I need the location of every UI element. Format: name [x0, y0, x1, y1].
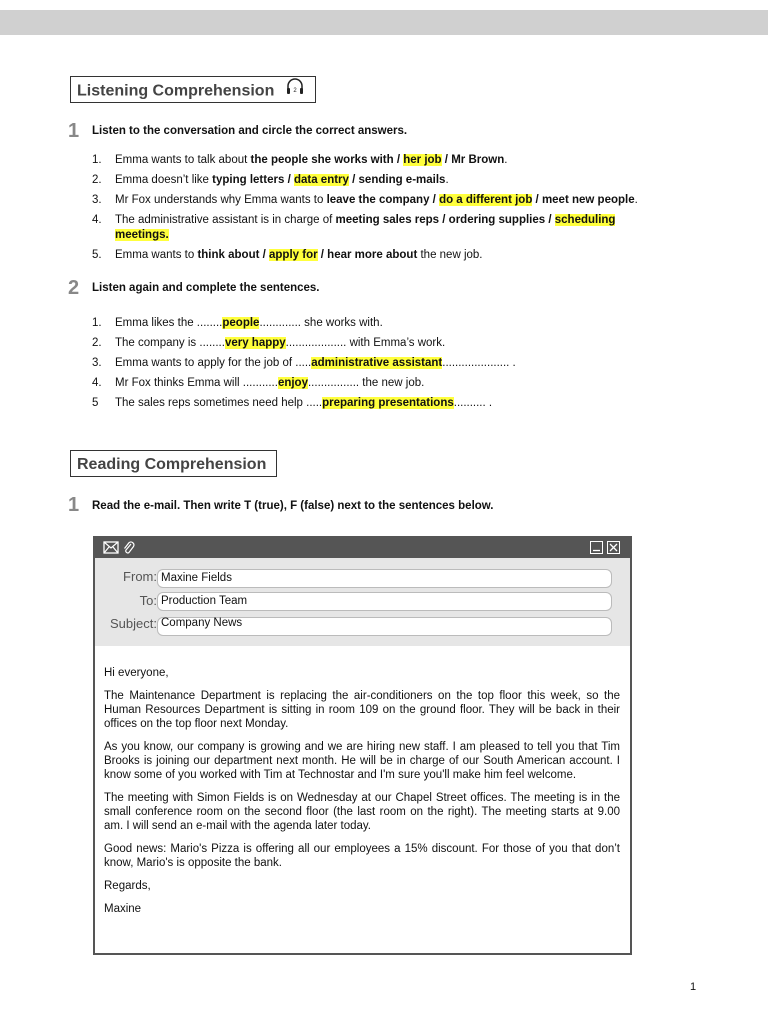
close-icon[interactable] — [607, 541, 620, 559]
from-label: From: — [123, 569, 157, 584]
option-separator: / — [545, 214, 555, 226]
item-text: ..................... . — [442, 357, 516, 369]
email-body — [104, 666, 620, 925]
to-label: To: — [139, 593, 157, 608]
item-number: 1. — [92, 154, 102, 166]
email-signature: Maxine — [104, 903, 142, 915]
option-separator: / — [348, 174, 359, 186]
item-text: The sales reps sometimes need help ..... — [115, 397, 323, 409]
multiple-choice-list — [92, 153, 662, 268]
email-titlebar — [95, 538, 630, 558]
item-text: Mr Fox understands why Emma wants to — [115, 194, 327, 206]
option-separator: / — [532, 194, 542, 206]
option-separator: / — [284, 174, 294, 186]
item-text: Emma doesn’t like — [115, 174, 213, 186]
list-item — [92, 376, 662, 391]
exercise-instruction: Listen to the conversation and circle the correct answers. — [92, 125, 408, 137]
answer-highlight: very happy — [224, 337, 286, 349]
correct-answer-highlight: do a different job — [439, 194, 533, 206]
list-item — [92, 173, 662, 188]
list-item — [92, 193, 662, 208]
reading-title-text: Reading Comprehension — [77, 456, 267, 473]
email-paragraph: The meeting with Simon Fields is on Wednesday at our Chapel Street offices. The meeting is in the small conference room on the second floor (the last room on the right). The meeting starts at 9.00 am. I will send an e-mail with the agenda later today. — [104, 792, 620, 832]
exercise-instruction: Listen again and complete the sentences. — [92, 282, 320, 294]
correct-answer-highlight: her job — [403, 154, 442, 166]
item-text: Mr Fox thinks Emma will ........... — [115, 377, 278, 389]
item-number: 5. — [92, 249, 102, 261]
option-text: think about — [197, 249, 260, 261]
option-text: leave the company — [326, 194, 430, 206]
item-text: The administrative assistant is in charge of — [115, 214, 336, 226]
answer-highlight: preparing presentations — [322, 397, 454, 409]
from-field[interactable]: Maxine Fields — [157, 569, 612, 588]
to-field[interactable]: Production Team — [157, 592, 612, 611]
item-text: ............. she works with. — [259, 317, 383, 329]
answer-highlight: enjoy — [277, 377, 308, 389]
list-item — [92, 248, 662, 263]
email-paragraph: The Maintenance Department is replacing the air-conditioners on the top floor this week, so the Human Resources Department is sitting in room 109 on the ground floor. They will be back in their offices on the top floor next Monday. — [104, 690, 620, 730]
item-text: . — [504, 154, 508, 166]
exercise-instruction: Read the e-mail. Then write T (true), F (false) next to the sentences below. — [92, 500, 494, 512]
minimize-icon[interactable] — [590, 541, 603, 559]
list-item — [92, 316, 662, 331]
email-window — [93, 536, 632, 955]
list-item — [92, 213, 662, 243]
list-item — [92, 396, 662, 411]
item-number: 4. — [92, 214, 102, 226]
envelope-icon — [103, 541, 119, 559]
item-number: 2. — [92, 337, 102, 349]
sentence-completion-list — [92, 316, 662, 416]
reading-section-title — [70, 450, 277, 477]
item-text: Emma wants to — [115, 249, 198, 261]
listening-section-title — [70, 76, 316, 103]
item-text: Emma wants to apply for the job of ..... — [115, 357, 312, 369]
headphones-icon — [285, 77, 305, 106]
exercise-number: 1 — [68, 120, 80, 142]
header-bar — [0, 10, 768, 35]
subject-label: Subject: — [110, 616, 157, 631]
option-text: meet new people — [541, 194, 635, 206]
answer-highlight: people — [222, 317, 260, 329]
item-text: ................... with Emma’s work. — [285, 337, 446, 349]
item-text: the new job. — [417, 249, 483, 261]
item-text: ................ the new job. — [307, 377, 425, 389]
email-paragraph: Good news: Mario's Pizza is offering all our employees a 15% discount. For those of you that don’t know, Mario's is opposite the bank. — [104, 843, 620, 869]
correct-answer-highlight: scheduling meetings. — [115, 214, 616, 241]
audio-track-number: 2 — [293, 88, 297, 94]
item-text: . — [634, 194, 638, 206]
option-separator: / — [429, 194, 440, 206]
option-text: meeting sales reps / ordering supplies — [335, 214, 546, 226]
option-text: the people she works with — [250, 154, 394, 166]
correct-answer-highlight: apply for — [269, 249, 318, 261]
item-number: 5 — [92, 397, 99, 409]
email-paragraph: As you know, our company is growing and we are hiring new staff. I am pleased to tell you that Tim Brooks is joining our department next month. He will be in charge of our South American account. I know some of you worked with Tim at Technostar and I'm sure you'll make him feel welcome. — [104, 741, 620, 781]
item-text: The company is ........ — [115, 337, 225, 349]
item-number: 3. — [92, 357, 102, 369]
correct-answer-highlight: data entry — [293, 174, 349, 186]
subject-field[interactable]: Company News — [157, 617, 612, 636]
exercise-number: 1 — [68, 494, 80, 516]
answer-highlight: administrative assistant — [311, 357, 443, 369]
list-item — [92, 336, 662, 351]
option-text: hear more about — [327, 249, 418, 261]
option-separator: / — [393, 154, 404, 166]
email-header-fields — [95, 558, 630, 646]
item-text: Emma wants to talk about — [115, 154, 251, 166]
item-text: .......... . — [453, 397, 493, 409]
item-text: Emma likes the ........ — [115, 317, 223, 329]
item-number: 2. — [92, 174, 102, 186]
item-number: 4. — [92, 377, 102, 389]
option-separator: / — [317, 249, 328, 261]
item-number: 1. — [92, 317, 102, 329]
list-item — [92, 153, 662, 168]
page-number: 1 — [690, 981, 697, 993]
option-text: typing letters — [212, 174, 285, 186]
item-number: 3. — [92, 194, 102, 206]
option-separator: / — [441, 154, 452, 166]
email-greeting: Hi everyone, — [104, 667, 169, 679]
option-separator: / — [259, 249, 270, 261]
list-item — [92, 356, 662, 371]
exercise-number: 2 — [68, 277, 80, 299]
option-text: Mr Brown — [451, 154, 505, 166]
item-text: . — [445, 174, 449, 186]
option-text: sending e-mails — [358, 174, 446, 186]
email-closing: Regards, — [104, 880, 151, 892]
listening-title-text: Listening Comprehension — [77, 82, 275, 100]
